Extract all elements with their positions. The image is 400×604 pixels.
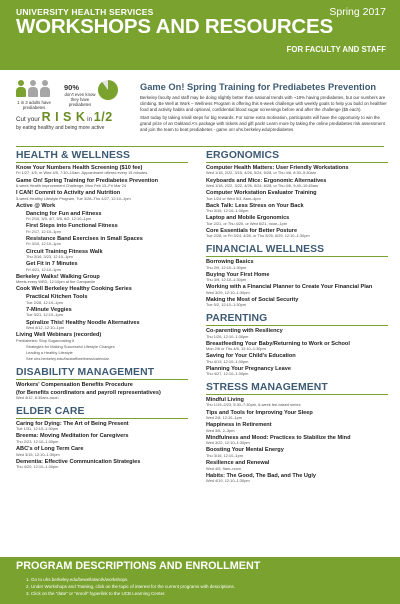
workshop-title: (for Benefits coordinators and payroll representatives) [16, 389, 161, 396]
workshop-schedule: Tue 2/21, or Thu 4/20, or Wed 6/21, noon–1pm [206, 220, 288, 226]
workshop-title: Buying Your First Home [206, 271, 270, 278]
workshop-item [206, 228, 388, 239]
workshop-title: Know Your Numbers Health Screening ($10 fee) [16, 165, 143, 171]
footer-banner [0, 557, 400, 604]
workshop-item [16, 433, 188, 444]
workshop-schedule: Thu 2/9, 12:10–1:30pm [206, 264, 247, 270]
workshop-title: Computer Health Matters: User Friendly Workstations [206, 165, 349, 171]
workshop-title: Cook Well Berkeley Healthy Cooking Series [16, 286, 132, 293]
prediabetes-stats [16, 80, 128, 150]
workshop-schedule: Fri 2/17, 12:10–1pm [26, 228, 61, 234]
workshop-item [206, 215, 388, 226]
workshop-item [206, 447, 388, 458]
workshop-schedule: Strategies for Making Successful Lifestyle Changes [26, 343, 115, 349]
workshop-schedule: See uhs.berkeley.edu/facstaff/wellness/calendar [26, 356, 109, 362]
person-icon [16, 80, 26, 98]
workshop-schedule: Tue 3/21, 12:10–1pm [26, 312, 63, 318]
workshop-item [16, 421, 188, 432]
workshop-schedule: Thu 4/20, 12:10–1:30pm [16, 464, 59, 470]
enrollment-step-2: 2. Under Workshops and Training, click on the topic of interest for the current programs with descriptions. [26, 583, 236, 589]
workshop-schedule: Tue 5/2, 12:10–1:30pm [206, 302, 247, 308]
workshop-title: Mindful Living [206, 397, 244, 404]
workshop-schedule: Thu 3/16, 3/23, 12:10–1pm [26, 254, 73, 259]
workshop-item [16, 261, 188, 272]
workshop-title: Living Well Webinars (recorded) [16, 332, 102, 339]
section-heading-elder-care: ELDER CARE [16, 406, 188, 419]
pie-stat-text: don't even know they have prediabetes [64, 92, 96, 107]
workshop-title: Laptop and Mobile Ergonomics [206, 215, 290, 222]
workshop-schedule: Mon 2/6 or Thu 4/6, 12:10–1:30pm [206, 346, 266, 352]
workshop-schedule: Thu 1/26, 12:10–1:30pm [206, 333, 249, 339]
risk-slogan [16, 110, 128, 131]
workshop-title: Core Essentials for Better Posture [206, 228, 298, 235]
workshop-title: Keyboards and Mice: Ergonomic Alternatives [206, 177, 327, 184]
section-heading-stress-management: STRESS MANAGEMENT [206, 382, 388, 395]
workshop-item [206, 422, 388, 433]
workshop-schedule: Fri 2/10, 3/3, 4/7, 5/5, 6/2, 12:10–1pm [26, 216, 92, 222]
workshop-item [16, 223, 188, 234]
workshop-item [16, 446, 188, 457]
workshop-title: Berkeley Walks! Walking Group [16, 273, 100, 280]
section-heading-disability-management: DISABILITY MANAGEMENT [16, 367, 188, 380]
workshop-item [206, 190, 388, 201]
org-name: UNIVERSITY HEALTH SERVICES [16, 7, 154, 17]
workshop-item [16, 249, 188, 260]
workshop-title: Resistance Band Exercises in Small Spaces [26, 235, 143, 242]
section-heading-financial-wellness: FINANCIAL WELLNESS [206, 244, 388, 257]
workshop-item [206, 272, 388, 283]
workshop-schedule: Meets every WED, 12:10pm at the Campanile [16, 279, 96, 285]
workshop-schedule: Thu 4/13, 12:10–1:30pm [206, 358, 249, 364]
workshop-title: Circuit Training Fitness Walk [26, 248, 103, 255]
workshop-title: Dancing for Fun and Fitness [26, 210, 102, 217]
promo-title: Game On! Spring Training for Prediabetes Prevention [140, 82, 377, 92]
workshop-title: First Steps into Functional Fitness [26, 223, 118, 230]
workshop-schedule: Prediabetes: Stop Sugarcoating It [16, 337, 75, 343]
workshop-item [16, 345, 188, 350]
workshop-schedule: Tue 2/28, or Fri 3/24, 4/28, or Thu 5/25, 6/29, 12:10–1:30pm [206, 233, 310, 239]
workshop-item [16, 294, 188, 305]
workshop-title: Habits: The Good, The Bad, and The Ugly [206, 472, 317, 479]
workshop-schedule: Thu 1/19–2/23, 5:30–7:30pm, 6-week fee-based series [206, 402, 301, 408]
workshop-schedule: 6-week Health Improvement Challenge, Mon Feb 13–Fri Mar 24 [16, 183, 127, 189]
workshop-schedule: Thu 3/16, 12:10–1:30pm [206, 208, 249, 214]
person-icon [28, 80, 38, 98]
workshop-schedule: Fri 1/27, 4/5, or Wed 4/5, 7:30–10am. Appointment offered every 15 minutes. [16, 170, 149, 176]
workshop-title: Happiness in Retirement [206, 422, 272, 429]
workshop-item [206, 284, 388, 295]
page-title: WORKSHOPS AND RESOURCES [16, 15, 333, 38]
risk-tagline: by eating healthy and being more active [16, 125, 105, 131]
workshop-title: Mindfulness and Mood: Practices to Stabilize the Mind [206, 434, 351, 441]
workshop-title: Caring for Dying: The Art of Being Present [16, 420, 129, 427]
workshop-schedule: Tue 1/31, 12:10–1:30pm [16, 426, 59, 432]
workshop-item [16, 320, 188, 331]
workshop-item [16, 332, 188, 343]
workshop-item [16, 459, 188, 470]
pie-chart-icon [98, 80, 118, 100]
workshop-title: Active @ Work [16, 202, 56, 209]
workshop-schedule: Wed 2/8, 12:10–1pm [206, 415, 243, 421]
workshop-item [206, 203, 388, 214]
workshop-schedule: Tue 2/28, 12:10–1pm [26, 299, 63, 305]
workshop-title: 7-Minute Veggies [26, 306, 72, 313]
workshop-item [16, 190, 188, 201]
workshop-item [206, 410, 388, 421]
workshop-schedule: Fri 4/21, 12:10–1pm [26, 266, 61, 272]
workshop-title: Breema: Moving Meditation for Caregivers [16, 433, 129, 440]
workshop-title: Workers' Compensation Benefits Procedure [16, 381, 133, 388]
workshop-item [206, 297, 388, 308]
workshop-item [16, 178, 188, 189]
pie-percent: 90% [64, 83, 80, 92]
person-icon [40, 80, 50, 98]
workshop-title: Boosting Your Mental Energy [206, 447, 284, 454]
workshop-title: I CAN! Commit to Activity and Nutrition [16, 190, 121, 197]
workshop-item [206, 353, 388, 364]
enrollment-step-3: 3. Click on the "date" or "enroll" hyperlink to the UCB Learning Center. [26, 590, 166, 596]
header-banner [0, 0, 400, 70]
page-subtitle: FOR FACULTY AND STAFF [286, 45, 386, 54]
workshop-item [16, 211, 188, 222]
promo-block [140, 82, 390, 135]
workshop-title: Computer Workstation Evaluator Training [206, 190, 317, 197]
workshop-item [16, 382, 188, 388]
workshop-item [16, 307, 188, 318]
workshop-title: Planning Your Pregnancy Leave [206, 365, 291, 372]
workshop-title: Dementia: Effective Communication Strategies [16, 458, 141, 465]
enrollment-steps [26, 577, 235, 597]
workshop-item [206, 165, 388, 176]
workshop-schedule: Thu 3/9, 12:10–1:30pm [206, 277, 247, 283]
workshop-schedule: Wed 3/15, 12:10–1:30pm [16, 451, 60, 457]
workshop-title: Working with a Financial Planner to Create Your Financial Plan [206, 284, 373, 291]
top-divider [16, 146, 384, 147]
workshop-title: Game On! Spring Training for Prediabetes Prevention [16, 177, 159, 184]
workshop-title: Resilience and Renewal [206, 460, 270, 467]
workshop-item [206, 328, 388, 339]
workshop-item [16, 390, 188, 401]
section-heading-health-wellness: HEALTH & WELLNESS [16, 150, 188, 163]
workshop-title: Practical Kitchen Tools [26, 294, 88, 301]
workshop-item [206, 460, 388, 471]
workshop-item [206, 397, 388, 408]
section-heading-ergonomics: ERGONOMICS [206, 150, 388, 163]
workshop-item [16, 165, 188, 176]
workshop-title: ABC's of Long Term Care [16, 446, 84, 453]
workshop-schedule: Wed 3/22, 12:10–1:30pm [206, 440, 250, 446]
workshop-schedule: Wed 1/18, 2/22, 3/15, 4/26, 5/24, 6/28, or Thu 4/6, 8:30–9:30am [206, 170, 316, 176]
workshop-schedule: Thu 4/27, 12:10–1:30pm [206, 371, 249, 377]
promo-paragraph-2: Start today by taking small steps for big rewards. For some extra motivation, participants will have the opportunity to win the grand prize of an Oakland A's package with tickets and gift pack! Learn more by taking the online prediabetes risk assessment and join the team to beat prediabetes - game on! uhs.berkeley.edu/prediabetes [140, 114, 385, 132]
workshop-schedule: Wed 3/8, 2–3pm [206, 427, 235, 433]
workshop-item [206, 259, 388, 270]
workshop-schedule: Wed 1/18, 2/22, 3/22, 4/26, 5/24, 6/28, or Thu 4/6, 9:45–10:45am [206, 183, 319, 189]
enrollment-step-1: 1. Go to uhs.berkeley.edu/bewellatwork/workshops. [26, 577, 129, 582]
workshop-schedule: Leading a Healthy Lifestyle [26, 349, 73, 355]
workshop-item [16, 286, 188, 292]
section-heading-parenting: PARENTING [206, 313, 388, 326]
workshop-item [206, 178, 388, 189]
workshop-item [16, 274, 188, 285]
risk-half: 1/2 [93, 110, 113, 124]
workshop-title: Borrowing Basics [206, 259, 254, 266]
workshop-schedule: Wed 4/19, 12:10–1:30pm [206, 478, 250, 484]
left-column [16, 150, 188, 471]
right-column [206, 150, 388, 485]
workshop-item [16, 357, 188, 362]
workshop-schedule: Wed 4/12, 12:10–1pm [26, 324, 65, 330]
workshop-schedule: Wed 3/29, 12:10–1:30pm [206, 289, 250, 295]
risk-word: R I S K [41, 110, 86, 124]
risk-cut: Cut your [16, 116, 40, 123]
workshop-schedule: Wed 4/12, 8:30am–noon [16, 395, 59, 401]
workshop-title: Saving for Your Child's Education [206, 353, 296, 360]
workshop-schedule: 5-week Healthy Lifestyle Program, Tue 3/28–Thu 4/27, 12:10–1pm [16, 195, 131, 201]
workshop-title: Co-parenting with Resiliency [206, 328, 283, 335]
season-label: Spring 2017 [329, 6, 386, 18]
promo-paragraph-1: Berkeley faculty and staff may be doing slightly better than national trends with ~18% having prediabetes, but our numbers are climbing. Be Well at Work – Wellness Program is offering this 6-week challenge with weekly goals to help you build on healthier food and activity habits and optional, confidential blood sugar screenings before and after the challenge ($5 each). [140, 95, 387, 112]
footer-title: PROGRAM DESCRIPTIONS AND ENROLLMENT [16, 560, 261, 572]
workshop-schedule: Thu 2/23, 12:10–1:30pm [16, 438, 59, 444]
workshop-title: Spiralize This! Healthy Noodle Alternatives [26, 319, 140, 326]
workshop-title: Breastfeeding Your Baby/Returning to Work or School [206, 340, 350, 347]
workshop-item [206, 473, 388, 484]
workshop-schedule: Fri 3/10, 12:10–1pm [26, 241, 61, 247]
workshop-item [16, 351, 188, 356]
workshop-title: Get Fit in 7 Minutes [26, 261, 78, 268]
workshop-schedule: Wed 4/5, 9am–noon [206, 465, 241, 471]
workshop-title: Tips and Tools for Improving Your Sleep [206, 409, 313, 416]
workshop-item [206, 366, 388, 377]
risk-in: in [87, 116, 93, 123]
workshop-title: Making the Most of Social Security [206, 296, 299, 303]
workshop-item [206, 341, 388, 352]
adults-stat-text: 1 in 3 adults have prediabetes [17, 100, 51, 110]
workshop-schedule: Thu 3/16, 12:10–1pm [206, 452, 243, 458]
workshop-schedule: Tue 1/24 or Wed 5/3, 8am–4pm [206, 195, 261, 201]
workshop-item [16, 236, 188, 247]
workshop-item [206, 435, 388, 446]
workshop-title: Back Talk: Less Stress on Your Back [206, 202, 304, 209]
workshop-item [16, 203, 188, 209]
